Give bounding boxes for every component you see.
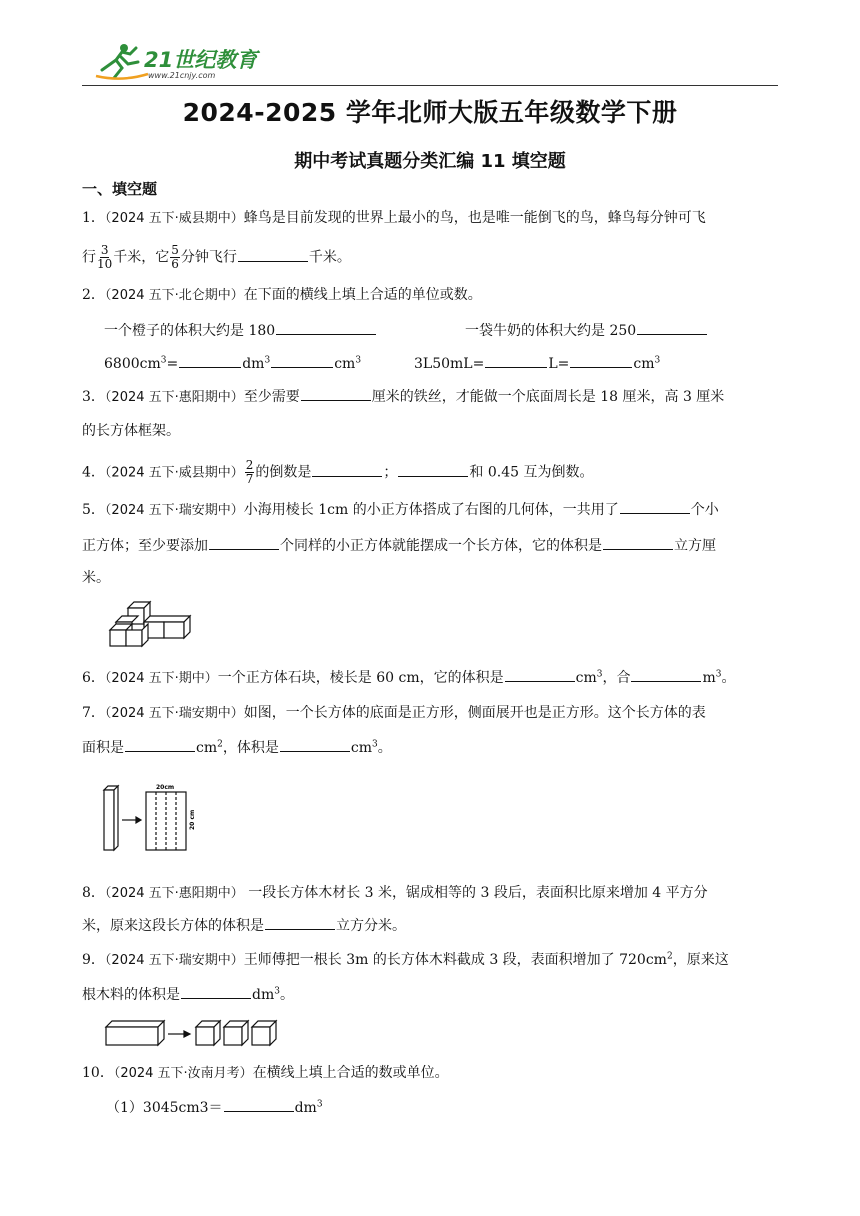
question-text: 个小 (690, 502, 719, 518)
question-1-line-2 (82, 244, 782, 271)
question-text: ，原来这 (672, 952, 729, 968)
question-text: 和 0.45 互为倒数。 (469, 464, 594, 481)
fraction (245, 459, 255, 486)
question-text: 3L50mL= (414, 356, 485, 372)
question-text: 至少需要 (243, 389, 300, 405)
exponent: 3 (274, 986, 280, 997)
question-number: 5． (82, 502, 105, 518)
question-text: = (166, 356, 179, 372)
fraction (170, 244, 180, 271)
exponent: 3 (264, 355, 271, 366)
question-source: （2024 五下·期中） (104, 671, 218, 686)
question-text: 立方分米。 (336, 918, 406, 934)
cube-stack-figure (104, 600, 194, 652)
question-text: ； (383, 464, 398, 481)
numerator: 5 (171, 243, 179, 257)
question-text: 。 (377, 740, 392, 756)
question-text: 一袋牛奶的体积大约是 250 (465, 323, 637, 339)
question-source: （2024 五下·惠阳期中） (104, 390, 244, 405)
question-text: 的长方体框架。 (82, 423, 180, 439)
answer-blank[interactable] (209, 535, 279, 550)
question-text: 正方体；至少要添加 (82, 538, 208, 554)
answer-blank[interactable] (238, 247, 308, 262)
question-5-line-1 (82, 499, 782, 521)
question-text: 小海用棱长 1cm 的小正方体搭成了右图的几何体，一共用了 (243, 502, 619, 518)
question-text: 王师傅把一根长 3m 的长方体木料截成 3 段，表面积增加了 720cm (243, 952, 667, 968)
answer-blank[interactable] (224, 1097, 294, 1112)
answer-blank[interactable] (637, 320, 707, 335)
exponent: 3 (371, 739, 378, 750)
numerator: 3 (100, 243, 109, 257)
question-number: 9． (82, 952, 105, 968)
question-text: 米。 (82, 570, 110, 586)
question-text: cm (196, 740, 218, 756)
question-text: ，体积是 (222, 740, 279, 756)
question-text: （1）3045cm3＝ (106, 1100, 223, 1116)
question-number: 4． (82, 464, 105, 481)
question-text: ，合 (602, 670, 631, 686)
question-text: 立方厘 (674, 538, 716, 554)
question-source: （2024 五下·瑞安期中） (104, 503, 244, 518)
question-source: （2024 五下·威县期中） (104, 465, 244, 481)
question-text: 行 (82, 249, 96, 266)
question-text: 如图，一个长方体的底面是正方形，侧面展开也是正方形。这个长方体的表 (243, 705, 706, 721)
answer-blank[interactable] (125, 737, 195, 752)
question-10-part-1 (106, 1097, 806, 1118)
question-5-line-2 (82, 535, 782, 556)
fraction (97, 244, 112, 271)
question-10-line-1 (82, 1063, 782, 1084)
page-subtitle: 期中考试真题分类汇编 11 填空题 (294, 151, 566, 172)
question-text: cm (350, 740, 372, 756)
question-3-line-2 (82, 421, 782, 441)
question-text: 。 (721, 670, 736, 686)
question-text: 在下面的横线上填上合适的单位或数。 (243, 287, 482, 303)
cut-wood-figure (102, 1015, 282, 1049)
exponent: 2 (217, 739, 223, 750)
question-text: 一个正方体石块，棱长是 60 cm，它的体积是 (217, 670, 504, 686)
exponent: 3 (654, 355, 661, 366)
question-text: 。 (279, 987, 294, 1003)
question-2-line-3b (414, 353, 860, 374)
question-number: 1． (82, 210, 105, 226)
question-9-line-2 (82, 984, 782, 1005)
question-text: 米，原来这段长方体的体积是 (82, 918, 264, 934)
question-2-line-2b (465, 320, 860, 341)
answer-blank[interactable] (398, 462, 468, 477)
question-number: 10． (82, 1065, 114, 1081)
question-3-line-1 (82, 386, 782, 408)
answer-blank[interactable] (265, 915, 335, 930)
question-7-line-2 (82, 737, 782, 758)
answer-blank[interactable] (631, 667, 701, 682)
question-text: 厘米的铁丝，才能做一个底面周长是 18 厘米，高 3 厘米 (371, 389, 725, 405)
question-number: 2． (82, 287, 105, 303)
question-source: （2024 五下·汝南月考） (113, 1066, 253, 1081)
answer-blank[interactable] (620, 499, 690, 514)
answer-blank[interactable] (271, 353, 333, 368)
answer-blank[interactable] (280, 737, 350, 752)
answer-blank[interactable] (276, 320, 376, 335)
question-7-line-1 (82, 703, 782, 724)
question-text: 根木料的体积是 (82, 987, 180, 1003)
answer-blank[interactable] (181, 984, 251, 999)
question-text: 在横线上填上合适的数或单位。 (252, 1065, 449, 1081)
answer-blank[interactable] (179, 353, 241, 368)
question-text: cm (633, 356, 655, 372)
exponent: 2 (666, 951, 673, 962)
question-text: 6800cm (104, 356, 161, 372)
question-number: 8． (82, 885, 105, 901)
question-5-line-3 (82, 568, 782, 588)
runner-icon (96, 44, 148, 79)
question-text: 个同样的小正方体就能摆成一个长方体，它的体积是 (280, 538, 602, 554)
logo-text: 21世纪教育 (144, 48, 258, 72)
question-text: 千米，它 (113, 249, 170, 266)
question-text: 分钟飞行 (180, 249, 237, 266)
question-text: m (702, 670, 716, 686)
question-source: （2024 五下·瑞安期中） (104, 953, 244, 968)
header-rule (82, 85, 778, 86)
exponent: 3 (316, 1099, 323, 1110)
question-8-line-2 (82, 915, 782, 936)
logo (92, 40, 262, 84)
question-number: 3． (82, 389, 105, 405)
question-9-line-1 (82, 950, 782, 971)
question-text: cm (575, 670, 597, 686)
question-number: 6． (82, 670, 105, 686)
question-source: （2024 五下·惠阳期中） (104, 886, 244, 901)
denominator: 10 (97, 257, 113, 271)
question-text: 千米。 (308, 249, 351, 266)
question-source: （2024 五下·威县期中） (104, 211, 244, 226)
question-text: dm (252, 987, 275, 1003)
dimension-label: 20 cm (189, 809, 196, 830)
question-text: 的倒数是 (255, 464, 312, 481)
denominator: 7 (245, 472, 254, 486)
logo-url: www.21cnjy.com (148, 71, 216, 80)
question-text: 一段长方体木材长 3 米，锯成相等的 3 段后，表面积比原来增加 4 平方分 (243, 885, 708, 901)
question-number: 7． (82, 705, 105, 721)
exponent: 3 (355, 355, 362, 366)
dimension-label: 20cm (156, 784, 175, 791)
question-4-line-1 (82, 459, 782, 486)
question-6-line-1 (82, 667, 782, 689)
question-1-line-1 (82, 208, 782, 229)
answer-blank[interactable] (603, 535, 673, 550)
page-title: 2024-2025 学年北师大版五年级数学下册 (182, 98, 678, 127)
denominator: 6 (171, 257, 179, 271)
answer-blank[interactable] (505, 667, 575, 682)
question-text: 一个橙子的体积大约是 180 (104, 323, 276, 339)
answer-blank[interactable] (312, 462, 382, 477)
numerator: 2 (245, 458, 254, 472)
question-text: dm (242, 356, 265, 372)
answer-blank[interactable] (570, 353, 632, 368)
question-8-line-1 (82, 883, 782, 904)
question-text: dm (294, 1100, 317, 1116)
question-text: 面积是 (82, 740, 124, 756)
question-2-line-1 (82, 285, 782, 306)
exponent: 3 (160, 355, 167, 366)
answer-blank[interactable] (301, 386, 371, 401)
exponent: 3 (715, 669, 722, 680)
question-source: （2024 五下·北仑期中） (104, 288, 244, 303)
answer-blank[interactable] (485, 353, 547, 368)
section-heading: 一、填空题 (82, 180, 158, 198)
exponent: 3 (596, 669, 603, 680)
question-text: 蜂鸟是目前发现的世界上最小的鸟，也是唯一能倒飞的鸟，蜂鸟每分钟可飞 (243, 210, 706, 226)
question-text: L= (548, 356, 570, 372)
question-source: （2024 五下·瑞安期中） (104, 706, 244, 721)
question-text: cm (334, 356, 356, 372)
cuboid-unfold-figure (100, 780, 210, 852)
